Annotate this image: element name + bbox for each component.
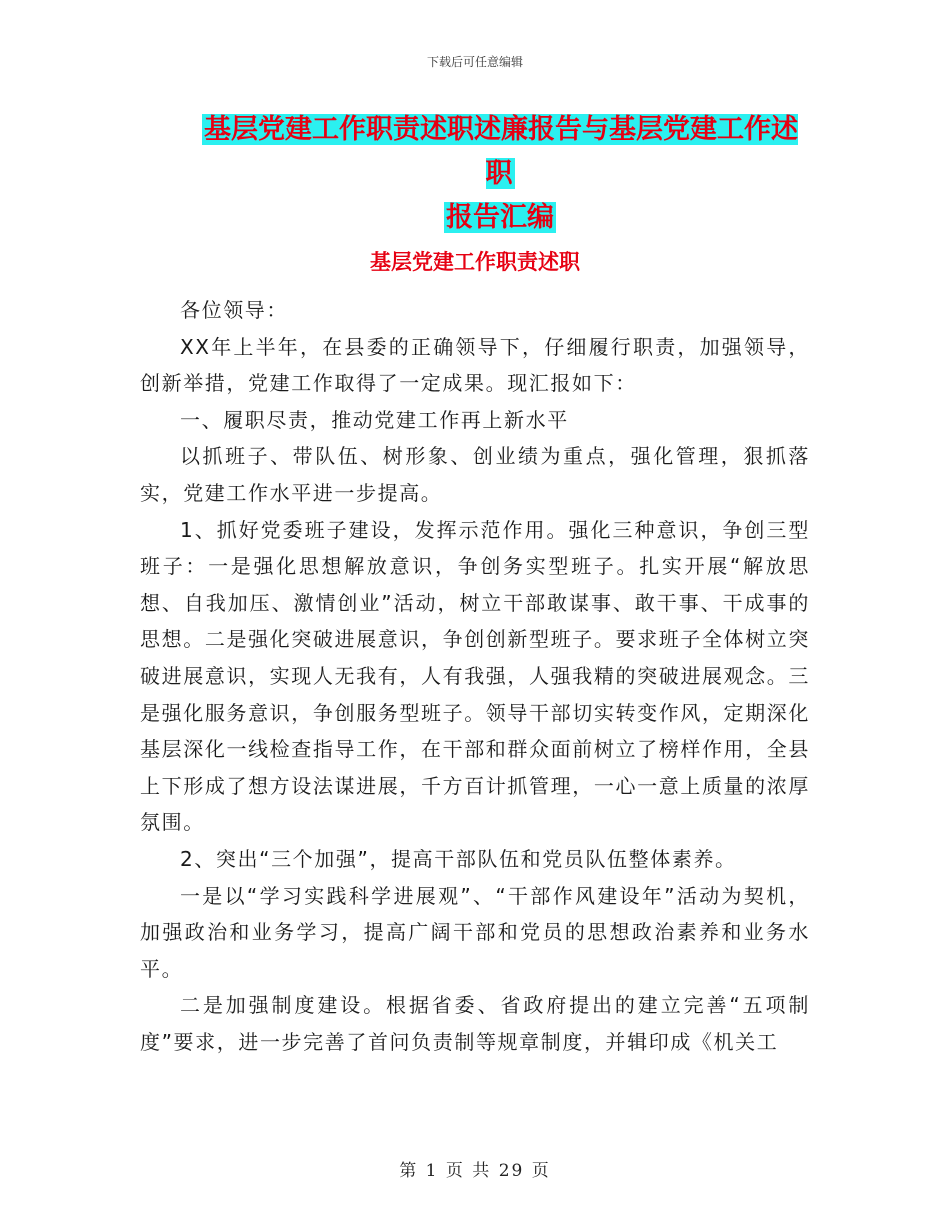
paragraph: 一是以“学习实践科学进展观”、“干部作风建设年”活动为契机，加强政治和业务学习，提高广阔干部和党员的思想政治素养和业务水平。 xyxy=(140,883,810,981)
paragraph: 一、履职尽责，推动党建工作再上新水平 xyxy=(180,407,569,432)
document-title-line2: 报告汇编 xyxy=(446,202,554,233)
paragraph: 以抓班子、带队伍、树形象、创业绩为重点，强化管理，狠抓落实，党建工作水平进一步提高。 xyxy=(140,444,810,505)
section-title: 基层党建工作职责述职 xyxy=(370,250,580,274)
paragraph: 二是加强制度建设。根据省委、省政府提出的建立完善“五项制度”要求，进一步完善了首问负责制等规章制度，并辑印成《机关工 xyxy=(140,993,810,1054)
document-body xyxy=(140,292,810,1060)
header-note: 下载后可任意编辑 xyxy=(426,55,523,69)
document-title-line1: 基层党建工作职责述职述廉报告与基层党建工作述职 xyxy=(204,114,798,189)
paragraph: 2、突出“三个加强”，提高干部队伍和党员队伍整体素养。 xyxy=(180,846,737,871)
paragraph: 1、抓好党委班子建设，发挥示范作用。强化三种意识，争创三型班子：一是强化思想解放意识，争创务实型班子。扎实开展“解放思想、自我加压、激情创业”活动，树立干部敢谋事、敢干事、干成事的思想。二是强化突破进展意识，争创创新型班子。要求班子全体树立突破进展意识，实现人无我有，人有我强，人强我精的突破进展观念。三是强化服务意识，争创服务型班子。领导干部切实转变作风，定期深化基层深化一线检查指导工作，在干部和群众面前树立了榜样作用，全县上下形成了想方设法谋进展，千方百计抓管理，一心一意上质量的浓厚氛围。 xyxy=(140,517,810,835)
paragraph: XX年上半年，在县委的正确领导下，仔细履行职责，加强领导，创新举措，党建工作取得了一定成果。现汇报如下： xyxy=(140,334,810,396)
document-title xyxy=(190,108,810,240)
paragraph: 各位领导： xyxy=(180,298,288,322)
page-number-footer: 第 1 页 共 29 页 xyxy=(399,1161,551,1181)
